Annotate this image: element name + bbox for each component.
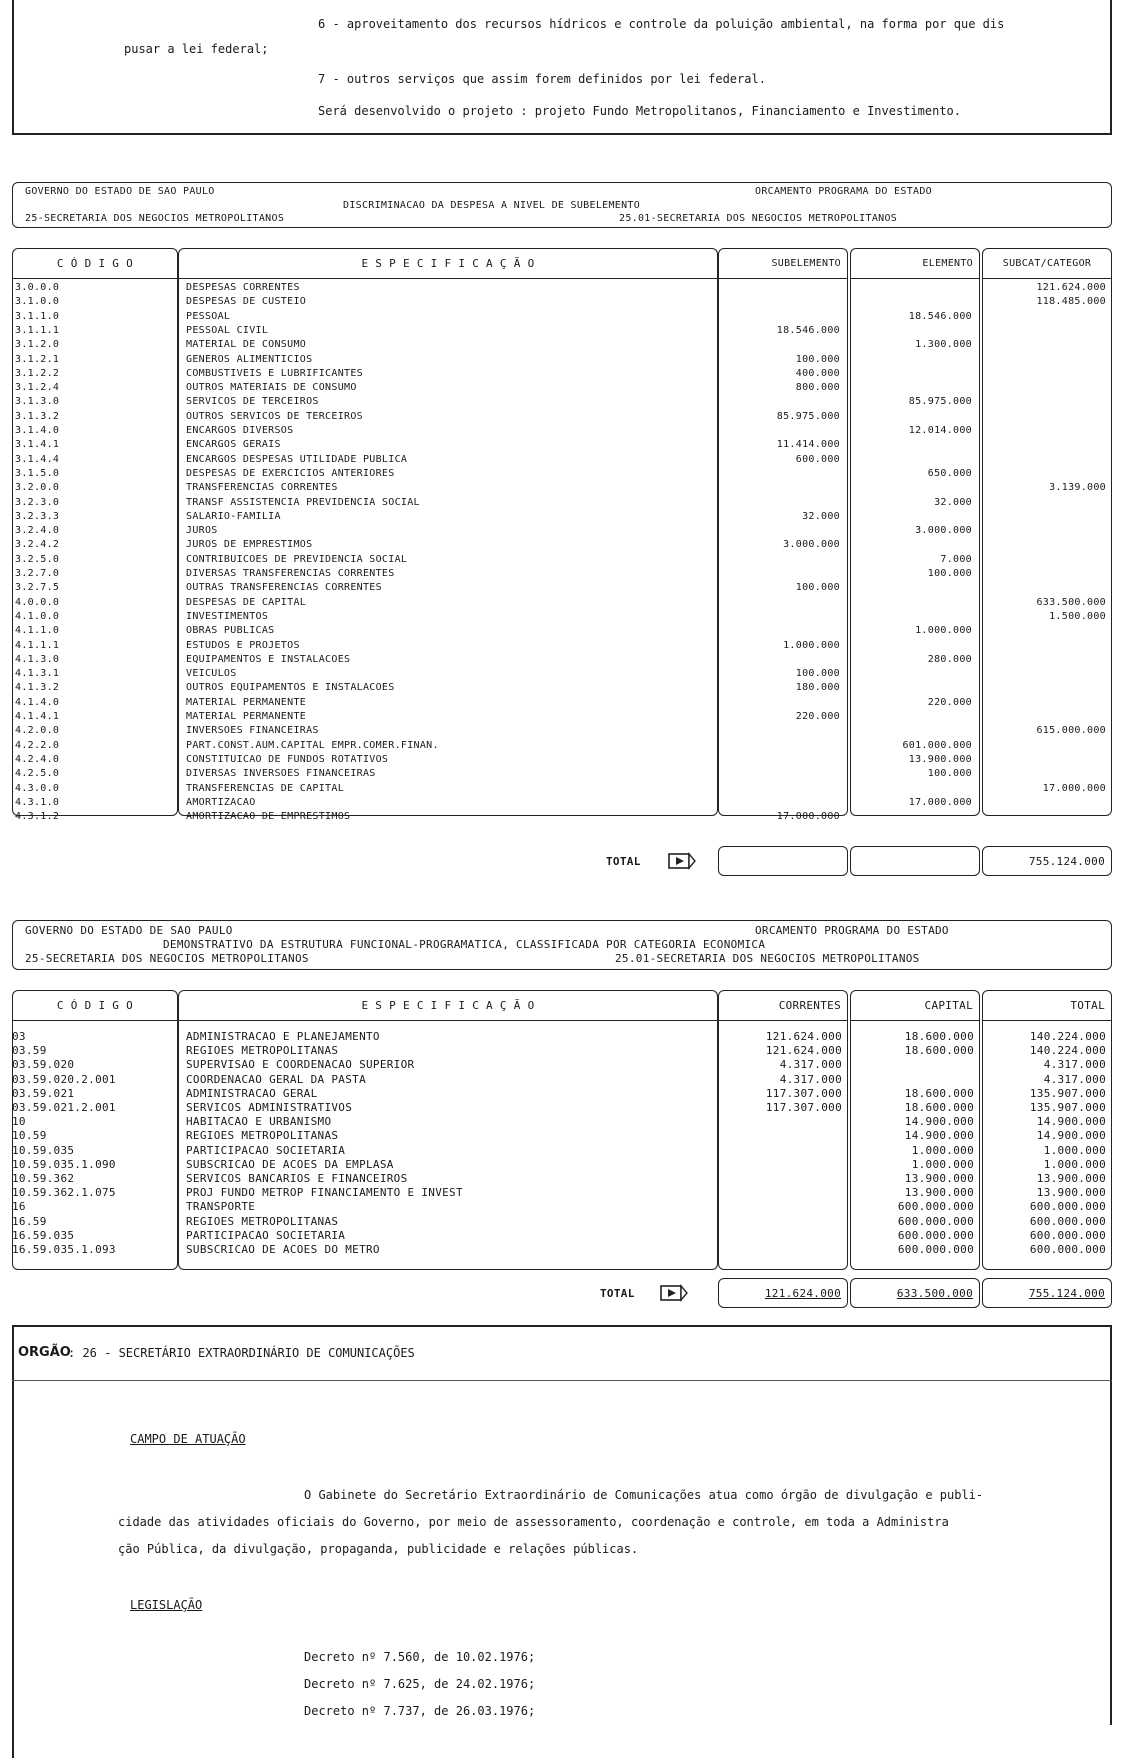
row-total: 600.000.000: [1029, 1200, 1106, 1214]
arrow-right-icon: [660, 1283, 688, 1303]
row-code: 4.1.0.0: [15, 610, 60, 622]
row-elemento: 7.000: [940, 553, 972, 565]
row-code: 10.59.362.1.075: [12, 1186, 116, 1200]
row-code: 03.59.021.2.001: [12, 1101, 116, 1114]
table-row: [0, 697, 1124, 711]
row-subcat: 615.000.000: [1036, 725, 1106, 737]
table-row: [0, 597, 1124, 611]
row-subelemento: 400.000: [795, 367, 840, 379]
table1-program: ORCAMENTO PROGRAMA DO ESTADO: [755, 186, 932, 197]
row-desc: INVESTIMENTOS: [186, 610, 269, 622]
t2-total-tot: 755.124.000: [982, 1278, 1112, 1308]
table-row: [0, 682, 1124, 696]
t1-total-elem: [850, 846, 980, 876]
table-row: [0, 1243, 1124, 1257]
row-desc: VEICULOS: [186, 668, 237, 680]
row-desc: MATERIAL PERMANENTE: [186, 711, 307, 722]
row-desc: OUTROS SERVICOS DE TERCEIROS: [186, 410, 363, 422]
row-elemento: 12.014.000: [908, 425, 972, 436]
row-total: 4.317.000: [1043, 1058, 1106, 1072]
table-row: [0, 454, 1124, 468]
row-code: 3.2.3.0: [15, 496, 60, 508]
row-code: 3.1.4.4: [15, 453, 60, 465]
table2-header-box: [12, 920, 1112, 970]
row-code: 3.2.0.0: [15, 482, 60, 494]
row-elemento: 85.975.000: [908, 396, 972, 408]
row-capital: 18.600.000: [904, 1086, 974, 1100]
row-desc: OUTROS MATERIAIS DE CONSUMO: [186, 382, 357, 394]
row-subelemento: 3.000.000: [783, 539, 840, 551]
row-subcat: 1.500.000: [1049, 610, 1106, 622]
row-desc: TRANSFERENCIAS DE CAPITAL: [186, 782, 345, 794]
row-subelemento: 11.414.000: [776, 439, 840, 451]
row-code: 3.1.4.0: [15, 425, 60, 436]
table1-secretaria: 25-SECRETARIA DOS NEGOCIOS METROPOLITANOS: [25, 213, 285, 224]
table-row: [0, 1200, 1124, 1214]
table-row: [0, 1073, 1124, 1087]
row-total: 13.900.000: [1036, 1172, 1106, 1185]
table-row: [0, 396, 1124, 410]
table-row: [0, 811, 1124, 825]
row-code: 3.0.0.0: [15, 282, 60, 293]
row-desc: TRANSF ASSISTENCIA PREVIDENCIA SOCIAL: [186, 496, 420, 508]
row-subelemento: 32.000: [802, 510, 840, 522]
row-total: 135.907.000: [1029, 1086, 1106, 1100]
t1-col-elemento: ELEMENTO: [850, 248, 980, 278]
row-subcat: 17.000.000: [1042, 782, 1106, 794]
row-total: 600.000.000: [1029, 1214, 1106, 1228]
row-code: 3.1.3.2: [15, 410, 60, 422]
row-correntes: 117.307.000: [765, 1101, 842, 1114]
table-row: [0, 411, 1124, 425]
table-row: [0, 711, 1124, 725]
t2-col-capital: CAPITAL: [850, 990, 980, 1020]
table-row: [0, 1144, 1124, 1158]
campo-p3: ção Pública, da divulgação, propaganda, publicidade e relações públicas.: [118, 1542, 639, 1556]
row-subelemento: 100.000: [795, 668, 840, 680]
row-capital: 18.600.000: [904, 1101, 974, 1114]
row-total: 140.224.000: [1029, 1044, 1106, 1058]
row-correntes: 4.317.000: [779, 1072, 842, 1086]
orgao-mid-rule: [12, 1380, 1112, 1381]
row-desc: PART.CONST.AUM.CAPITAL EMPR.COMER.FINAN.: [186, 739, 439, 751]
table-row: [0, 1129, 1124, 1143]
table1-header-box: [12, 182, 1112, 228]
t1-col-codigo: C Ó D I G O: [12, 248, 178, 278]
row-total: 600.000.000: [1029, 1243, 1106, 1256]
table-row: [0, 1215, 1124, 1229]
row-code: 03.59.021: [12, 1086, 75, 1100]
row-desc: ENCARGOS GERAIS: [186, 439, 281, 451]
t1-col-subelemento: SUBELEMENTO: [718, 248, 848, 278]
row-subelemento: 220.000: [795, 711, 840, 722]
row-total: 4.317.000: [1043, 1072, 1106, 1086]
row-code: 4.1.3.2: [15, 682, 60, 694]
row-subelemento: 100.000: [795, 353, 840, 365]
row-code: 4.1.3.1: [15, 668, 60, 680]
row-code: 3.1.0.0: [15, 296, 60, 308]
row-total: 600.000.000: [1029, 1228, 1106, 1242]
row-code: 4.3.0.0: [15, 782, 60, 794]
row-subelemento: 17.000.000: [776, 811, 840, 823]
row-code: 16: [12, 1200, 26, 1214]
row-subcat: 118.485.000: [1036, 296, 1106, 308]
row-desc: DESPESAS DE CAPITAL: [186, 596, 307, 608]
table-row: [0, 1101, 1124, 1115]
row-code: 16.59.035.1.093: [12, 1243, 116, 1256]
item-6b: pusar a lei federal;: [124, 42, 269, 56]
table-row: [0, 768, 1124, 782]
row-code: 03.59.020: [12, 1058, 75, 1072]
row-capital: 13.900.000: [904, 1172, 974, 1185]
table-row: [0, 568, 1124, 582]
table2-secretaria: 25-SECRETARIA DOS NEGOCIOS METROPOLITANOS: [25, 952, 309, 965]
row-elemento: 32.000: [934, 496, 972, 508]
row-code: 3.1.3.0: [15, 396, 60, 408]
row-desc: AMORTIZACAO: [186, 796, 256, 808]
t1-total-value: 755.124.000: [982, 846, 1112, 876]
row-elemento: 100.000: [927, 768, 972, 780]
bottom-rule: [12, 133, 1112, 135]
row-total: 13.900.000: [1036, 1186, 1106, 1200]
table-row: [0, 582, 1124, 596]
row-desc: TRANSPORTE: [186, 1200, 256, 1214]
row-desc: OUTROS EQUIPAMENTOS E INSTALACOES: [186, 682, 395, 694]
row-desc: DIVERSAS INVERSOES FINANCEIRAS: [186, 768, 376, 780]
table-row: [0, 497, 1124, 511]
row-code: 3.1.1.0: [15, 310, 60, 322]
row-code: 4.1.1.0: [15, 625, 60, 637]
row-desc: OUTRAS TRANSFERENCIAS CORRENTES: [186, 582, 382, 594]
row-desc: PARTICIPACAO SOCIETARIA: [186, 1143, 346, 1157]
row-desc: ADMINISTRACAO E PLANEJAMENTO: [186, 1030, 380, 1043]
row-code: 3.2.3.3: [15, 510, 60, 522]
row-desc: DESPESAS DE CUSTEIO: [186, 296, 307, 308]
row-desc: DESPESAS DE EXERCICIOS ANTERIORES: [186, 467, 395, 479]
legislacao-title: LEGISLAÇÃO: [130, 1598, 203, 1612]
row-code: 10.59: [12, 1129, 47, 1143]
row-elemento: 1.000.000: [915, 625, 972, 637]
row-code: 4.1.4.0: [15, 696, 60, 708]
item-7: 7 - outros serviços que assim forem definidos por lei federal.: [318, 72, 766, 86]
row-elemento: 650.000: [927, 467, 972, 479]
table-row: [0, 797, 1124, 811]
orgao-left-border: [12, 1325, 14, 1758]
row-correntes: 121.624.000: [765, 1030, 842, 1043]
row-elemento: 13.900.000: [908, 753, 972, 765]
table1-gov: GOVERNO DO ESTADO DE SAO PAULO: [25, 186, 215, 197]
row-code: 3.2.7.5: [15, 582, 60, 594]
row-subelemento: 1.000.000: [783, 639, 840, 651]
row-desc: JUROS: [186, 525, 218, 537]
row-code: 10.59.035: [12, 1143, 75, 1157]
row-desc: TRANSFERENCIAS CORRENTES: [186, 482, 338, 494]
row-desc: EQUIPAMENTOS E INSTALACOES: [186, 653, 351, 665]
row-subelemento: 800.000: [795, 382, 840, 394]
row-code: 4.3.1.0: [15, 796, 60, 808]
row-total: 14.900.000: [1036, 1129, 1106, 1143]
left-border: [12, 0, 14, 134]
row-elemento: 601.000.000: [902, 739, 972, 751]
row-code: 16.59: [12, 1214, 47, 1228]
table-row: [0, 654, 1124, 668]
table-row: [0, 1115, 1124, 1129]
t2-total-cor: 121.624.000: [718, 1278, 848, 1308]
t2-total-label: TOTAL: [600, 1287, 635, 1300]
table-row: [0, 1158, 1124, 1172]
row-desc: SALARIO-FAMILIA: [186, 510, 281, 522]
decree-1: Decreto nº 7.560, de 10.02.1976;: [304, 1650, 536, 1664]
row-desc: PESSOAL: [186, 310, 231, 322]
t2-col-especificacao: E S P E C I F I C A Ç Ã O: [178, 990, 718, 1020]
row-subelemento: 600.000: [795, 453, 840, 465]
row-code: 16.59.035: [12, 1228, 75, 1242]
row-code: 3.2.4.0: [15, 525, 60, 537]
table-row: [0, 725, 1124, 739]
row-subelemento: 180.000: [795, 682, 840, 694]
t1-total-sub: [718, 846, 848, 876]
row-correntes: 4.317.000: [779, 1058, 842, 1072]
row-desc: AMORTIZACAO DE EMPRESTIMOS: [186, 811, 351, 823]
row-desc: PROJ FUNDO METROP FINANCIAMENTO E INVEST: [186, 1186, 463, 1200]
row-desc: CONSTITUICAO DE FUNDOS ROTATIVOS: [186, 753, 389, 765]
table-row: [0, 1186, 1124, 1200]
t1-total-label: TOTAL: [606, 855, 641, 868]
table2-total: [0, 1278, 1124, 1310]
item-6a: 6 - aproveitamento dos recursos hídricos e controle da poluição ambiental, na forma por que dis: [318, 17, 1005, 31]
row-code: 4.1.4.1: [15, 711, 60, 722]
t1-col-especificacao: E S P E C I F I C A Ç Ã O: [178, 248, 718, 278]
table-row: [0, 1044, 1124, 1058]
row-code: 4.1.1.1: [15, 639, 60, 651]
arrow-right-icon: [668, 851, 696, 871]
table2-title: DEMONSTRATIVO DA ESTRUTURA FUNCIONAL-PROGRAMATICA, CLASSIFICADA POR CATEGORIA ECONOMICA: [163, 938, 766, 951]
row-subcat: 121.624.000: [1036, 282, 1106, 293]
row-desc: ESTUDOS E PROJETOS: [186, 639, 300, 651]
row-capital: 14.900.000: [904, 1129, 974, 1143]
row-elemento: 220.000: [927, 696, 972, 708]
table-row: [0, 611, 1124, 625]
row-code: 10: [12, 1115, 26, 1129]
right-border: [1110, 0, 1112, 134]
table-row: [0, 439, 1124, 453]
table-row: [0, 625, 1124, 639]
decree-3: Decreto nº 7.737, de 26.03.1976;: [304, 1704, 536, 1718]
table-row: [0, 511, 1124, 525]
row-total: 140.224.000: [1029, 1030, 1106, 1043]
row-desc: OBRAS PUBLICAS: [186, 625, 275, 637]
table1-title: DISCRIMINACAO DA DESPESA A NIVEL DE SUBELEMENTO: [343, 200, 641, 211]
table-row: [0, 525, 1124, 539]
row-capital: 1.000.000: [911, 1143, 974, 1157]
table-row: [0, 1058, 1124, 1072]
row-desc: SERVICOS DE TERCEIROS: [186, 396, 319, 408]
table2-program: ORCAMENTO PROGRAMA DO ESTADO: [755, 924, 949, 937]
row-elemento: 3.000.000: [915, 525, 972, 537]
table-row: [0, 783, 1124, 797]
row-code: 10.59.362: [12, 1172, 75, 1185]
row-subcat: 3.139.000: [1049, 482, 1106, 494]
row-code: 3.1.4.1: [15, 439, 60, 451]
t2-total-cap: 633.500.000: [850, 1278, 980, 1308]
table-row: [0, 554, 1124, 568]
row-desc: ADMINISTRACAO GERAL: [186, 1086, 318, 1100]
row-capital: 1.000.000: [911, 1157, 974, 1171]
row-code: 3.1.2.2: [15, 367, 60, 379]
row-desc: PARTICIPACAO SOCIETARIA: [186, 1228, 346, 1242]
row-desc: CONTRIBUICOES DE PREVIDENCIA SOCIAL: [186, 553, 408, 565]
row-capital: 600.000.000: [897, 1214, 974, 1228]
table-row: [0, 368, 1124, 382]
row-code: 3.2.4.2: [15, 539, 60, 551]
row-desc: SERVICOS BANCARIOS E FINANCEIROS: [186, 1172, 408, 1185]
row-correntes: 121.624.000: [765, 1044, 842, 1058]
row-total: 135.907.000: [1029, 1101, 1106, 1114]
table-row: [0, 468, 1124, 482]
row-subelemento: 100.000: [795, 582, 840, 594]
row-desc: SERVICOS ADMINISTRATIVOS: [186, 1101, 353, 1114]
table2: [0, 990, 1124, 1270]
orgao-top-rule: [12, 1325, 1112, 1327]
row-code: 4.0.0.0: [15, 596, 60, 608]
table-row: [0, 1229, 1124, 1243]
row-capital: 13.900.000: [904, 1186, 974, 1200]
table1-unit: 25.01-SECRETARIA DOS NEGOCIOS METROPOLITANOS: [619, 213, 898, 224]
row-code: 3.1.2.4: [15, 382, 60, 394]
campo-title: CAMPO DE ATUAÇÃO: [130, 1432, 246, 1446]
row-code: 4.3.1.2: [15, 811, 60, 823]
row-code: 03.59.020.2.001: [12, 1072, 116, 1086]
t2-col-codigo: C Ó D I G O: [12, 990, 178, 1020]
row-total: 1.000.000: [1043, 1157, 1106, 1171]
row-desc: COMBUSTIVEIS E LUBRIFICANTES: [186, 367, 363, 379]
row-elemento: 1.300.000: [915, 339, 972, 351]
row-code: 4.2.0.0: [15, 725, 60, 737]
row-code: 3.1.2.1: [15, 353, 60, 365]
row-desc: COORDENACAO GERAL DA PASTA: [186, 1072, 366, 1086]
row-desc: SUBSCRICAO DE ACOES DO METRO: [186, 1243, 380, 1256]
table-row: [0, 539, 1124, 553]
table-row: [0, 1087, 1124, 1101]
row-subelemento: 18.546.000: [776, 324, 840, 336]
t2-col-correntes: CORRENTES: [718, 990, 848, 1020]
campo-p2: cidade das atividades oficiais do Governo, por meio de assessoramento, coordenação e controle, em toda a Administra: [118, 1515, 949, 1529]
table-row: [0, 311, 1124, 325]
table1: [0, 248, 1124, 848]
row-desc: MATERIAL PERMANENTE: [186, 696, 307, 708]
table-row: [0, 296, 1124, 310]
row-desc: MATERIAL DE CONSUMO: [186, 339, 307, 351]
row-desc: DIVERSAS TRANSFERENCIAS CORRENTES: [186, 568, 395, 579]
table-row: [0, 339, 1124, 353]
orgao-label: ORGÃO: [18, 1345, 71, 1360]
table-row: [0, 354, 1124, 368]
row-capital: 600.000.000: [897, 1243, 974, 1256]
row-capital: 14.900.000: [904, 1115, 974, 1129]
row-elemento: 280.000: [927, 653, 972, 665]
row-total: 1.000.000: [1043, 1143, 1106, 1157]
row-code: 10.59.035.1.090: [12, 1157, 116, 1171]
row-desc: PESSOAL CIVIL: [186, 324, 269, 336]
row-desc: DESPESAS CORRENTES: [186, 282, 300, 293]
campo-p1: O Gabinete do Secretário Extraordinário de Comunicações atua como órgão de divulgação e publi-: [304, 1488, 984, 1502]
table-row: [0, 668, 1124, 682]
row-code: 03: [12, 1030, 26, 1043]
table-row: [0, 325, 1124, 339]
table2-unit: 25.01-SECRETARIA DOS NEGOCIOS METROPOLITANOS: [615, 952, 920, 965]
row-desc: ENCARGOS DIVERSOS: [186, 425, 294, 436]
row-capital: 600.000.000: [897, 1200, 974, 1214]
row-desc: INVERSOES FINANCEIRAS: [186, 725, 319, 737]
table-row: [0, 382, 1124, 396]
row-code: 03.59: [12, 1044, 47, 1058]
row-desc: HABITACAO E URBANISMO: [186, 1115, 332, 1129]
row-code: 3.2.5.0: [15, 553, 60, 565]
row-code: 3.2.7.0: [15, 568, 60, 579]
row-code: 4.2.5.0: [15, 768, 60, 780]
row-code: 4.1.3.0: [15, 653, 60, 665]
t1-col-subcat: SUBCAT/CATEGOR: [982, 248, 1112, 278]
table-row: [0, 482, 1124, 496]
table-row: [0, 740, 1124, 754]
row-capital: 18.600.000: [904, 1044, 974, 1058]
row-code: 3.1.2.0: [15, 339, 60, 351]
row-desc: REGIOES METROPOLITANAS: [186, 1044, 339, 1058]
row-code: 3.1.1.1: [15, 324, 60, 336]
row-desc: ENCARGOS DESPESAS UTILIDADE PUBLICA: [186, 453, 408, 465]
row-subelemento: 85.975.000: [776, 410, 840, 422]
row-capital: 600.000.000: [897, 1228, 974, 1242]
table2-gov: GOVERNO DO ESTADO DE SAO PAULO: [25, 924, 233, 937]
row-desc: REGIOES METROPOLITANAS: [186, 1129, 339, 1143]
row-elemento: 18.546.000: [908, 310, 972, 322]
row-code: 4.2.4.0: [15, 753, 60, 765]
table-row: [0, 1172, 1124, 1186]
t2-col-total: TOTAL: [982, 990, 1112, 1020]
orgao-value: : 26 - SECRETÁRIO EXTRAORDINÁRIO DE COMUNICAÇÕES: [68, 1346, 415, 1360]
table-row: [0, 754, 1124, 768]
row-capital: 18.600.000: [904, 1030, 974, 1043]
table-row: [0, 1030, 1124, 1044]
row-code: 4.2.2.0: [15, 739, 60, 751]
row-desc: JUROS DE EMPRESTIMOS: [186, 539, 313, 551]
orgao-right-border: [1110, 1325, 1112, 1725]
row-subcat: 633.500.000: [1036, 596, 1106, 608]
table-row: [0, 425, 1124, 439]
row-elemento: 100.000: [927, 568, 972, 579]
project-line: Será desenvolvido o projeto : projeto Fundo Metropolitanos, Financiamento e Investimento.: [318, 104, 961, 118]
table-row: [0, 640, 1124, 654]
row-desc: SUPERVISAO E COORDENACAO SUPERIOR: [186, 1058, 415, 1072]
row-desc: SUBSCRICAO DE ACOES DA EMPLASA: [186, 1157, 394, 1171]
row-total: 14.900.000: [1036, 1115, 1106, 1129]
row-code: 3.1.5.0: [15, 467, 60, 479]
table1-total: [0, 846, 1124, 878]
table-row: [0, 282, 1124, 296]
row-elemento: 17.000.000: [908, 796, 972, 808]
row-correntes: 117.307.000: [765, 1086, 842, 1100]
decree-2: Decreto nº 7.625, de 24.02.1976;: [304, 1677, 536, 1691]
row-desc: REGIOES METROPOLITANAS: [186, 1214, 339, 1228]
row-desc: GENEROS ALIMENTICIOS: [186, 353, 313, 365]
